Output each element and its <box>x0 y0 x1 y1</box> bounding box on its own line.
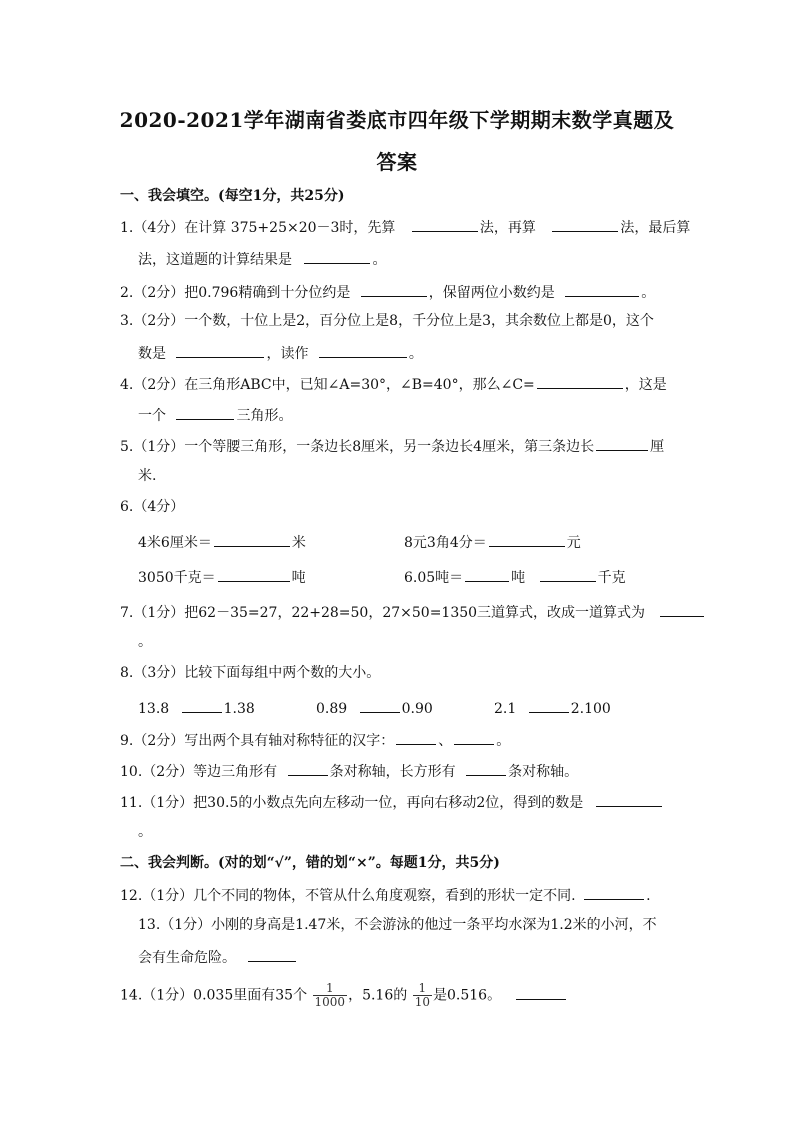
q14-blank-1[interactable] <box>516 984 566 1000</box>
q4-text-c: 一个 <box>138 408 166 424</box>
q6-blank-1[interactable] <box>214 531 290 547</box>
fraction-1-over-10 <box>413 982 432 1009</box>
q8-pair-3-left: 2.1 <box>494 701 517 717</box>
fraction-1-numerator: 1 <box>313 982 348 996</box>
q14-text-b: ，5.16的 <box>348 987 408 1004</box>
q6-item-4-text: 6.05吨＝ <box>404 570 464 586</box>
q4-text-a: 4.（2分）在三角形ABC中，已知∠A=30°，∠B=40°，那么∠C= <box>120 377 535 393</box>
fraction-1-denominator: 1000 <box>314 995 346 1009</box>
q8-pair-2-left: 0.89 <box>316 701 348 717</box>
q10-text-c: 条对称轴。 <box>508 764 579 780</box>
q9-blank-1[interactable] <box>396 729 436 745</box>
q3-blank-2[interactable] <box>319 342 407 358</box>
q13-blank-1[interactable] <box>248 946 296 962</box>
question-6-header: 6.（4分） <box>120 499 185 515</box>
q6-item-1-text: 4米6厘米＝ <box>138 535 212 551</box>
q5-text-a: 5.（1分）一个等腰三角形，一条边长8厘米，另一条边长4厘米，第三条边长 <box>120 439 595 455</box>
q8-pair-1-right: 1.38 <box>223 701 255 717</box>
question-1-line-1 <box>120 216 690 238</box>
q9-text-a: 9.（2分）写出两个具有轴对称特征的汉字： <box>120 733 395 749</box>
question-14 <box>120 982 568 1009</box>
q5-text-b: 厘 <box>650 439 665 455</box>
q3-text-c: ，读作 <box>266 346 309 362</box>
q6-blank-3[interactable] <box>218 566 290 582</box>
q5-blank-1[interactable] <box>596 435 648 451</box>
q6-item-2-text: 8元3角4分＝ <box>404 535 487 551</box>
q8-pair-1-left: 13.8 <box>138 701 170 717</box>
q3-blank-1[interactable] <box>176 342 264 358</box>
q1-text-c: 法，最后算 <box>620 220 691 236</box>
q6-item-4-unit: 千克 <box>597 570 626 586</box>
q4-text-b: ，这是 <box>624 377 667 393</box>
q2-blank-1[interactable] <box>361 281 427 297</box>
q11-blank-1[interactable] <box>596 791 662 807</box>
question-2 <box>120 281 655 303</box>
fraction-2-numerator: 1 <box>413 982 432 996</box>
question-11-line-2: 。 <box>138 824 152 840</box>
q10-text-a: 10.（2分）等边三角形有 <box>120 764 278 780</box>
q12-text-a: 12.（1分）几个不同的物体，不管从什么角度观察，看到的形状一定不同. <box>120 888 576 904</box>
q8-pair-3-right: 2.100 <box>570 701 611 717</box>
q11-text-a: 11.（1分）把30.5的小数点先向左移动一位，再向右移动2位，得到的数是 <box>120 795 584 811</box>
q10-text-b: 条对称轴，长方形有 <box>329 764 456 780</box>
q4-blank-2[interactable] <box>176 404 234 420</box>
question-8-header: 8.（3分）比较下面每组中两个数的大小。 <box>120 665 381 681</box>
q9-text-c: 。 <box>496 733 511 749</box>
q6-item-3-text: 3050千克＝ <box>138 570 216 586</box>
q7-text-a: 7.（1分）把62－35=27，22+28=50，27×50=1350三道算式，改成一道算式为 <box>120 605 646 621</box>
q9-blank-2[interactable] <box>454 729 494 745</box>
q2-blank-2[interactable] <box>565 281 639 297</box>
q8-pair-1 <box>138 697 255 719</box>
q8-blank-1[interactable] <box>182 697 222 713</box>
question-3-line-1: 3.（2分）一个数，十位上是2，百分位上是8，千分位上是3，其余数位上都是0，这个 <box>120 313 654 329</box>
q1-text-b: 法，再算 <box>479 220 536 236</box>
question-1-line-2 <box>138 248 386 270</box>
q6-blank-2[interactable] <box>489 531 565 547</box>
q8-blank-2[interactable] <box>360 697 400 713</box>
q10-blank-1[interactable] <box>288 760 328 776</box>
q14-text-a: 14.（1分）0.035里面有35个 <box>120 987 308 1004</box>
question-5-line-2: 米. <box>138 468 157 484</box>
q2-text-b: ，保留两位小数约是 <box>428 285 555 301</box>
q7-blank-1[interactable] <box>660 601 704 617</box>
q2-text-c: 。 <box>641 285 656 301</box>
q8-pair-2 <box>316 697 433 719</box>
q6-item-1-unit: 米 <box>291 535 306 551</box>
q1-text-d: 法，这道题的计算结果是 <box>138 252 292 268</box>
q9-text-b: 、 <box>438 733 453 749</box>
q1-text-a: 1.（4分）在计算 375+25×20－3时，先算 <box>120 220 396 236</box>
q8-blank-3[interactable] <box>529 697 569 713</box>
question-13-line-2 <box>138 946 298 968</box>
q8-pair-3 <box>494 697 611 719</box>
q6-blank-4[interactable] <box>465 566 509 582</box>
q4-blank-1[interactable] <box>537 373 623 389</box>
q1-blank-2[interactable] <box>552 216 618 232</box>
q6-item-3 <box>138 566 306 588</box>
q6-item-4-mid-unit: 吨 <box>511 570 526 586</box>
q6-item-3-unit: 吨 <box>291 570 306 586</box>
q6-item-1 <box>138 531 306 553</box>
q6-item-2-unit: 元 <box>566 535 581 551</box>
title-line-1: 2020-2021学年湖南省娄底市四年级下学期期末数学真题及 <box>119 108 675 132</box>
q6-item-4 <box>404 566 626 588</box>
q14-text-c: 是0.516。 <box>432 987 502 1004</box>
question-5-line-1 <box>120 435 664 457</box>
question-12 <box>120 884 651 906</box>
section-2-heading: 二、我会判断。(对的划“√”，错的划“×”。每题1分，共5分) <box>120 855 500 871</box>
fraction-2-denominator: 10 <box>414 995 430 1009</box>
q1-text-e: 。 <box>372 252 387 268</box>
q3-text-d: 。 <box>408 346 423 362</box>
section-1-heading: 一、我会填空。(每空1分，共25分) <box>120 188 345 204</box>
q10-blank-2[interactable] <box>466 760 506 776</box>
question-7-line-2: 。 <box>138 634 152 650</box>
q6-item-2 <box>404 531 581 553</box>
q2-text-a: 2.（2分）把0.796精确到十分位约是 <box>120 285 351 301</box>
question-7-line-1 <box>120 601 706 623</box>
q1-blank-1[interactable] <box>412 216 478 232</box>
question-4-line-1 <box>120 373 667 395</box>
q12-blank-1[interactable] <box>584 884 644 900</box>
title-line-2: 答案 <box>376 150 418 174</box>
q1-blank-3[interactable] <box>304 248 370 264</box>
q13-text-b: 会有生命危险。 <box>138 950 236 966</box>
question-10 <box>120 760 578 782</box>
question-4-line-2 <box>138 404 292 426</box>
question-13-line-1: 13.（1分）小刚的身高是1.47米，不会游泳的他过一条平均水深为1.2米的小河，不 <box>138 917 657 933</box>
q8-pair-2-right: 0.90 <box>401 701 433 717</box>
q3-text-b: 数是 <box>138 346 166 362</box>
question-3-line-2 <box>138 342 423 364</box>
q12-text-b: . <box>646 888 651 904</box>
fraction-1-over-1000 <box>313 982 348 1009</box>
q6-blank-5[interactable] <box>540 566 596 582</box>
question-11-line-1 <box>120 791 664 813</box>
q4-text-d: 三角形。 <box>236 408 293 424</box>
question-9 <box>120 729 510 751</box>
